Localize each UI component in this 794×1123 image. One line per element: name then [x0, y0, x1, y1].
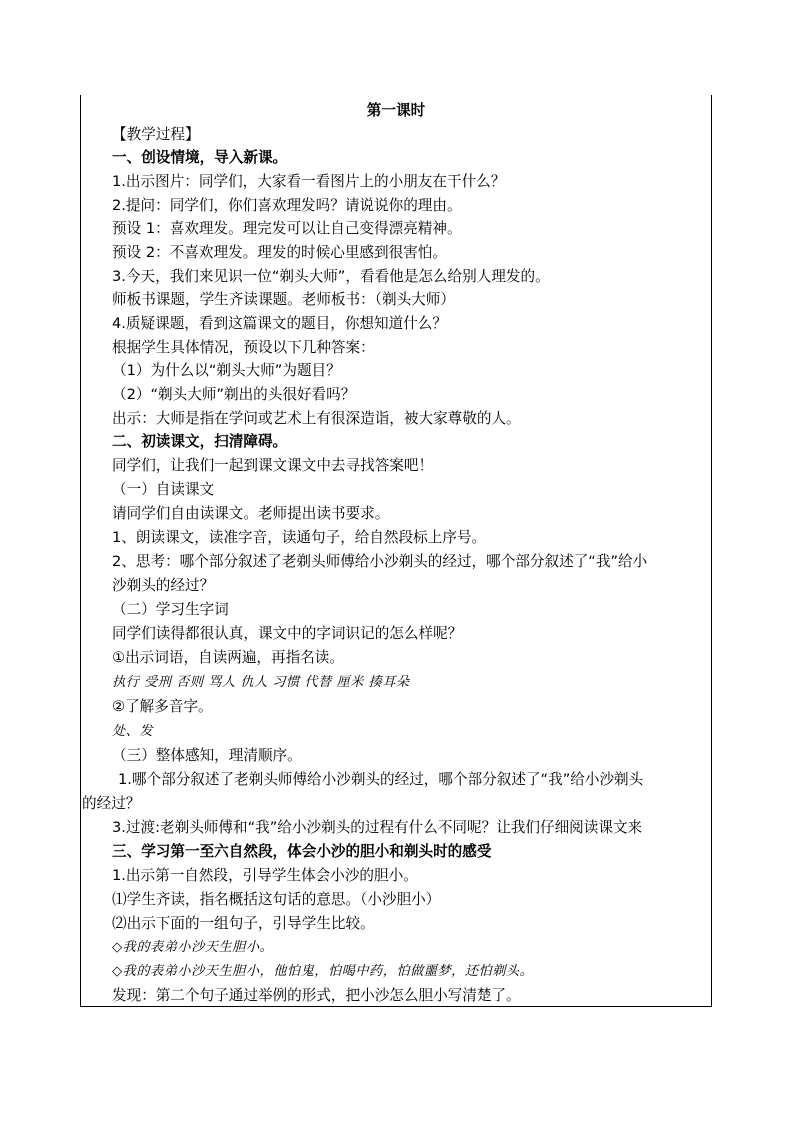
- text-line: ⑴学生齐读，指名概括这句话的意思。（小沙胆小）: [112, 891, 441, 908]
- text-line: 3.过渡:老剃头师傅和“我”给小沙剃头的过程有什么不同呢？让我们仔细阅读课文来: [112, 819, 643, 836]
- text-line: ②了解多音字。: [112, 698, 213, 715]
- text-line: 4.质疑课题，看到这篇课文的题目，你想知道什么？: [112, 315, 447, 332]
- text-line: 1.出示第一自然段，引导学生体会小沙的胆小。: [112, 867, 418, 884]
- text-line: 师板书课题，学生齐读课题。老师板书：（剃头大师）: [112, 291, 455, 308]
- text-line: 根据学生具体情况，预设以下几种答案：: [112, 339, 375, 356]
- text-line: 出示：大师是指在学问或艺术上有很深造诣，被大家尊敬的人。: [112, 410, 521, 427]
- text-line: 沙剃头的经过？: [112, 577, 215, 594]
- text-line: 预设 1：喜欢理发。理完发可以让自己变得漂亮精神。: [112, 220, 462, 237]
- page-title: 第一课时: [366, 102, 426, 119]
- section-heading-1: 一、创设情境，导入新课。: [112, 149, 288, 166]
- example-sentence: ◇我的表弟小沙天生胆小。: [112, 940, 274, 955]
- text-line: ⑵出示下面的一组句子，引导学生比较。: [112, 915, 375, 932]
- subsection-heading: （二）学习生字词: [112, 601, 229, 618]
- text-line: 请同学们自由读课文。老师提出读书要求。: [112, 505, 390, 522]
- section-heading-3: 三、学习第一至六自然段，体会小沙的胆小和剃头时的感受: [112, 843, 492, 860]
- text-line: ①出示词语，自读两遍，再指名读。: [112, 649, 344, 666]
- section-heading-2: 二、初读课文，扫清障碍。: [112, 433, 288, 450]
- text-line: 1.哪个部分叙述了老剃头师傅给小沙剃头的经过，哪个部分叙述了“我”给小沙剃头: [118, 771, 644, 788]
- text-line: 1、朗读课文，读准字音，读通句子，给自然段标上序号。: [112, 529, 487, 546]
- text-line: 同学们，让我们一起到课文课文中去寻找答案吧！: [112, 457, 434, 474]
- vocabulary-list: 执行 受刑 否则 骂人 仇人 习惯 代替 厘米 揍耳朵: [112, 675, 410, 690]
- subsection-heading: （一）自读课文: [112, 481, 215, 498]
- section-label: 【教学过程】: [112, 126, 200, 143]
- text-line: 1.出示图片：同学们，大家看一看图片上的小朋友在干什么？: [112, 173, 506, 190]
- text-line: 同学们读得都很认真，课文中的字词识记的怎么样呢？: [112, 625, 463, 642]
- subsection-heading: （三）整体感知，理清顺序。: [112, 747, 302, 764]
- text-line: 2、思考：哪个部分叙述了老剃头师傅给小沙剃头的经过，哪个部分叙述了“我”给小: [112, 553, 648, 570]
- text-line: 2.提问：同学们，你们喜欢理发吗？请说说你的理由。: [112, 197, 462, 214]
- text-line: 预设 2：不喜欢理发。理发的时候心里感到很害怕。: [112, 244, 447, 261]
- text-line: 3.今天，我们来见识一位“剃头大师”，看看他是怎么给别人理发的。: [112, 268, 550, 285]
- text-line: （1）为什么以“剃头大师”为题目？: [112, 362, 341, 379]
- polyphone-list: 处、发: [112, 724, 154, 739]
- example-sentence: ◇我的表弟小沙天生胆小，他怕鬼，怕喝中药，怕做噩梦，还怕剃头。: [112, 964, 534, 979]
- text-line: 的经过？: [82, 795, 141, 812]
- text-line: （2）“剃头大师”剃出的头很好看吗？: [112, 386, 356, 403]
- text-line: 发现：第二个句子通过举例的形式，把小沙怎么胆小写清楚了。: [112, 987, 521, 1004]
